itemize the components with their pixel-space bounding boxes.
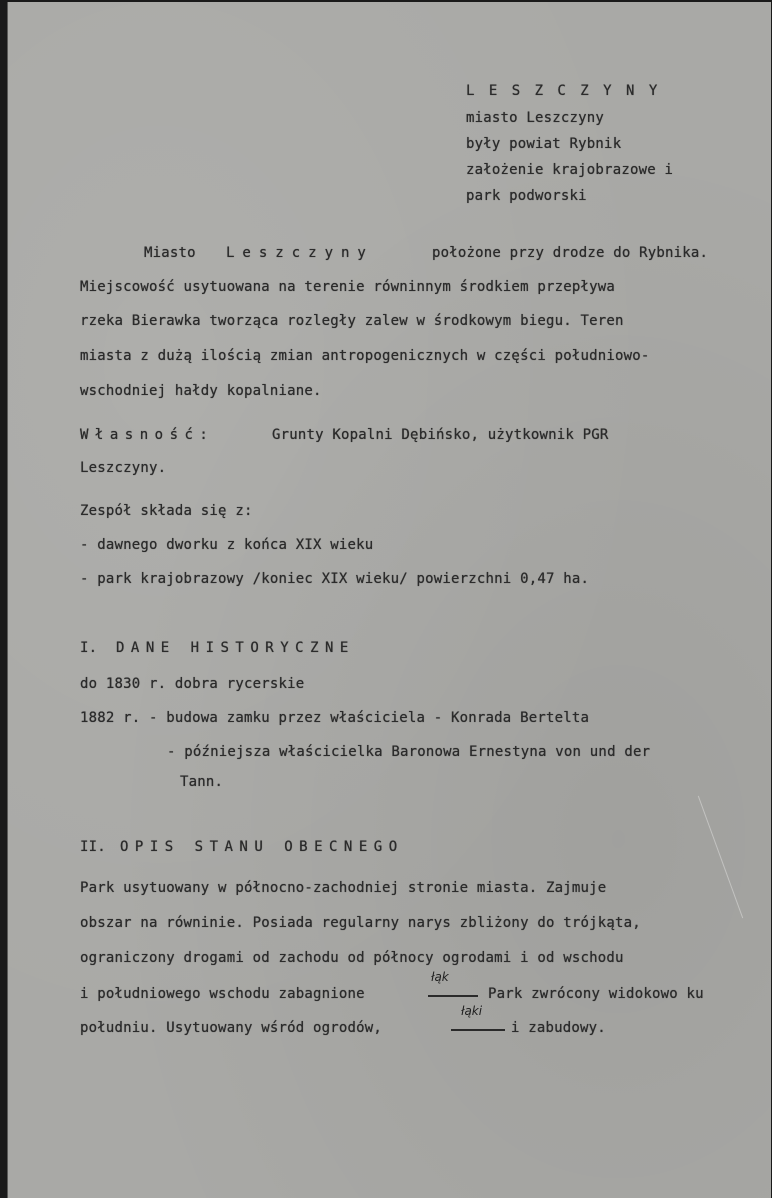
history-line-4: Tann. [180,774,224,790]
film-scratch [698,796,743,919]
section-2-heading: OPIS STANU OBECNEGO [120,839,404,855]
description-line-4b: Park zwrócony widokowo ku [488,986,704,1002]
history-line-1: do 1830 r. dobra rycerskie [80,676,305,692]
intro-line-1c: położone przy drodze do Rybnika. [432,245,709,261]
header-line-4: park podworski [466,188,587,204]
intro-line-3: rzeka Bierawka tworząca rozległy zalew w środkowym biegu. Teren [80,313,624,329]
strikethrough-2 [451,1029,505,1031]
composition-heading: Zespół składa się z: [80,503,253,519]
document-sheet [7,2,771,1198]
header-title: L E S Z C Z Y N Y [466,83,661,99]
description-line-5a: południu. Usytuowany wśród ogrodów, [80,1020,383,1036]
intro-line-5: wschodniej hałdy kopalniane. [80,383,322,399]
intro-line-1b: Leszczyny [226,245,374,261]
intro-line-4: miasta z dużą ilością zmian antropogenicznych w części południowo- [80,348,650,364]
description-line-4a: i południowego wschodu zabagnione [80,986,365,1002]
handwritten-correction-2: łąki [461,1004,483,1018]
strikethrough-1 [428,995,478,997]
ownership-text-1: Grunty Kopalni Dębińsko, użytkownik PGR [272,427,609,443]
header-line-1: miasto Leszczyny [466,110,605,126]
intro-line-1a: Miasto [144,245,196,261]
section-1-number: I. [80,640,98,656]
composition-item-2: - park krajobrazowy /koniec XIX wieku/ powierzchni 0,47 ha. [80,571,590,587]
section-1-heading: DANE HISTORYCZNE [116,640,355,656]
composition-item-1: - dawnego dworku z końca XIX wieku [80,537,374,553]
header-line-2: były powiat Rybnik [466,136,622,152]
ownership-text-2: Leszczyny. [80,460,167,476]
description-line-2: obszar na równinie. Posiada regularny narys zbliżony do trójkąta, [80,915,641,931]
ownership-label: Własność: [80,427,215,443]
description-line-5b: i zabudowy. [511,1020,606,1036]
history-line-3: - późniejsza właścicielka Baronowa Ernestyna von und der [167,744,651,760]
section-2-number: II. [80,839,106,855]
intro-line-2: Miejscowość usytuowana na terenie równinnym środkiem przepływa [80,279,615,295]
description-line-3: ograniczony drogami od zachodu od północy ogrodami i od wschodu [80,950,624,966]
handwritten-correction-1: łąk [431,970,449,984]
history-line-2: 1882 r. - budowa zamku przez właściciela - Konrada Bertelta [80,710,590,726]
header-line-3: założenie krajobrazowe i [466,162,674,178]
description-line-1: Park usytuowany w północno-zachodniej stronie miasta. Zajmuje [80,880,607,896]
